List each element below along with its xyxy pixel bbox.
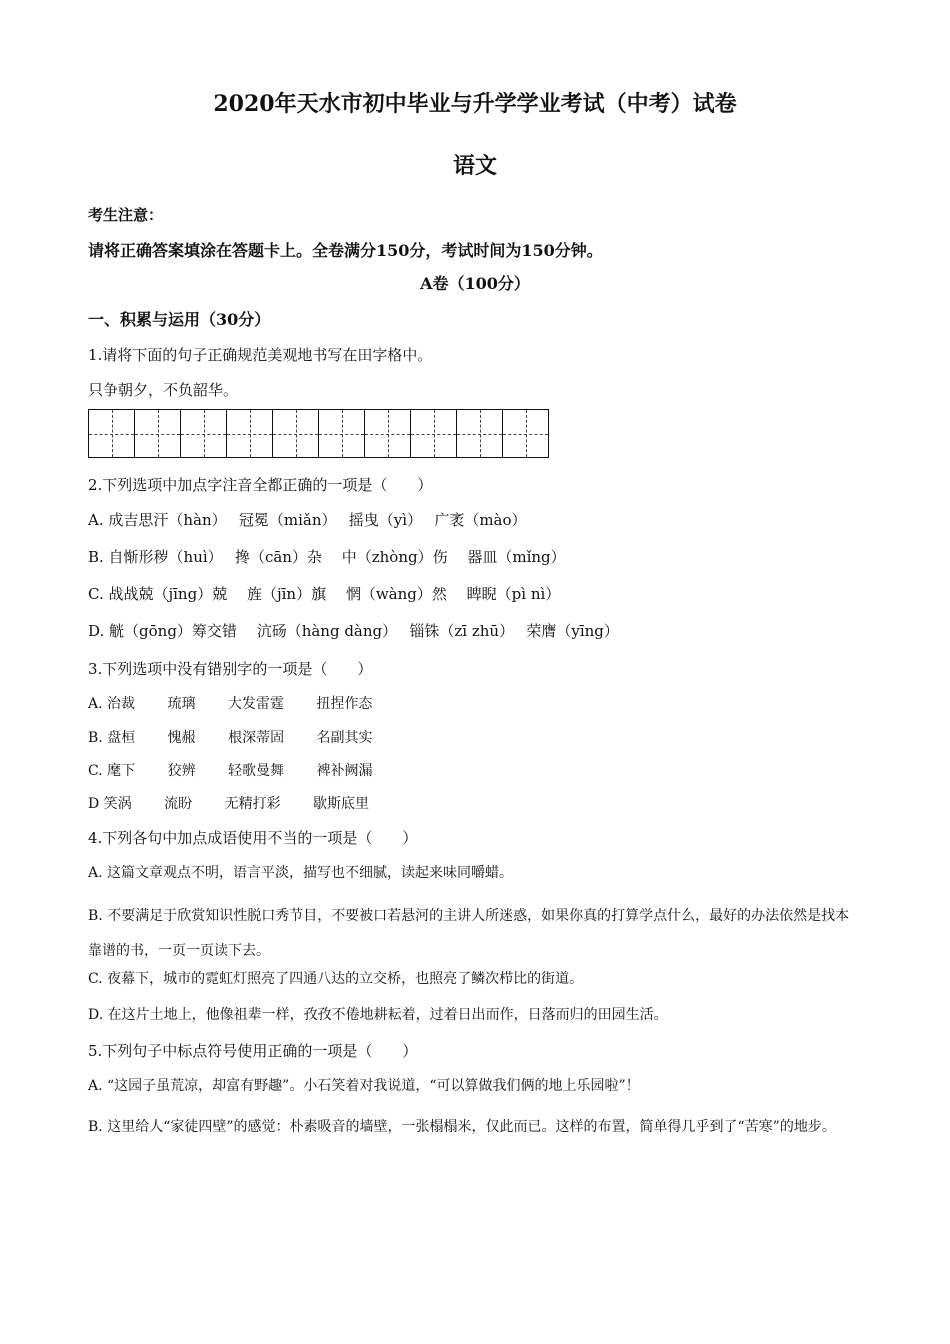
q2-option-a: A. 成吉思汗（hàn） 冠冕（miǎn） 摇曳（yì） 广袤（mào）	[88, 511, 527, 529]
grid-cell[interactable]	[365, 410, 411, 457]
q1-stem: 1.请将下面的句子正确规范美观地书写在田字格中。	[88, 346, 433, 364]
q2-option-c: C. 战战兢（jīng）兢 旌（jīn）旗 惘（wàng）然 睥睨（pì nì）	[88, 585, 561, 603]
grid-cell[interactable]	[89, 410, 135, 457]
q3-option-a: A. 治裁 琉璃 大发雷霆 扭捏作态	[88, 696, 373, 712]
part1-heading: 一、积累与运用（30分）	[88, 310, 271, 329]
grid-cell[interactable]	[503, 410, 549, 457]
page-title: 2020年天水市初中毕业与升学学业考试（中考）试卷	[213, 91, 737, 117]
q4-option-b: B. 不要满足于欣赏知识性脱口秀节目，不要被口若悬河的主讲人所迷惑，如果你真的打算学点什么，最好的办法依然是找本靠谱的书，一页一页读下去。	[88, 908, 850, 959]
notice-text: 请将正确答案填涂在答题卡上。全卷满分150分，考试时间为150分钟。	[88, 241, 603, 260]
grid-cell[interactable]	[135, 410, 181, 457]
grid-cell[interactable]	[273, 410, 319, 457]
subject-title: 语文	[452, 153, 497, 179]
grid-cell[interactable]	[227, 410, 273, 457]
q4-option-c: C. 夜幕下，城市的霓虹灯照亮了四通八达的立交桥，也照亮了鳞次栉比的街道。	[88, 971, 584, 987]
q4-option-a: A. 这篇文章观点不明，语言平淡，描写也不细腻，读起来味同嚼蜡。	[88, 865, 514, 881]
grid-cell[interactable]	[411, 410, 457, 457]
tianzige-grid[interactable]	[88, 409, 549, 458]
grid-cell[interactable]	[181, 410, 227, 457]
q4-stem: 4.下列各句中加点成语使用不当的一项是（ ）	[88, 829, 418, 847]
q5-stem: 5.下列句子中标点符号使用正确的一项是（ ）	[88, 1042, 418, 1060]
q5-option-b: B. 这里给人“家徒四壁”的感觉：朴素吸音的墙壁，一张榻榻米，仅此而已。这样的布置，简单得几乎到了“苦寒”的地步。	[88, 1119, 836, 1135]
q3-option-d: D 笑涡 流盼 无精打彩 歇斯底里	[88, 796, 370, 812]
q2-option-d: D. 觥（gōng）筹交错 沆砀（hàng dàng） 锱铢（zī zhū） 荣膺（yīng）	[88, 622, 619, 640]
notice-label: 考生注意：	[88, 206, 164, 224]
q5-option-a: A. “这园子虽荒凉，却富有野趣”。小石笑着对我说道，“可以算做我们俩的地上乐园啦”！	[88, 1078, 640, 1094]
q1-sentence: 只争朝夕，不负韶华。	[88, 381, 239, 399]
q3-stem: 3.下列选项中没有错别字的一项是（ ）	[88, 660, 373, 678]
q2-option-b: B. 自惭形秽（huì） 搀（cān）杂 中（zhòng）伤 器皿（mǐng）	[88, 548, 566, 566]
q3-option-b: B. 盘桓 愧赧 根深蒂固 名副其实	[88, 730, 373, 746]
section-a-heading: A卷（100分）	[420, 274, 530, 293]
q3-option-c: C. 麾下 狡辨 轻歌曼舞 裨补阙漏	[88, 763, 373, 779]
grid-cell[interactable]	[457, 410, 503, 457]
q2-stem: 2.下列选项中加点字注音全都正确的一项是（ ）	[88, 476, 433, 494]
grid-cell[interactable]	[319, 410, 365, 457]
q4-option-d: D. 在这片土地上，他像祖辈一样，孜孜不倦地耕耘着，过着日出而作，日落而归的田园生活。	[88, 1007, 668, 1023]
